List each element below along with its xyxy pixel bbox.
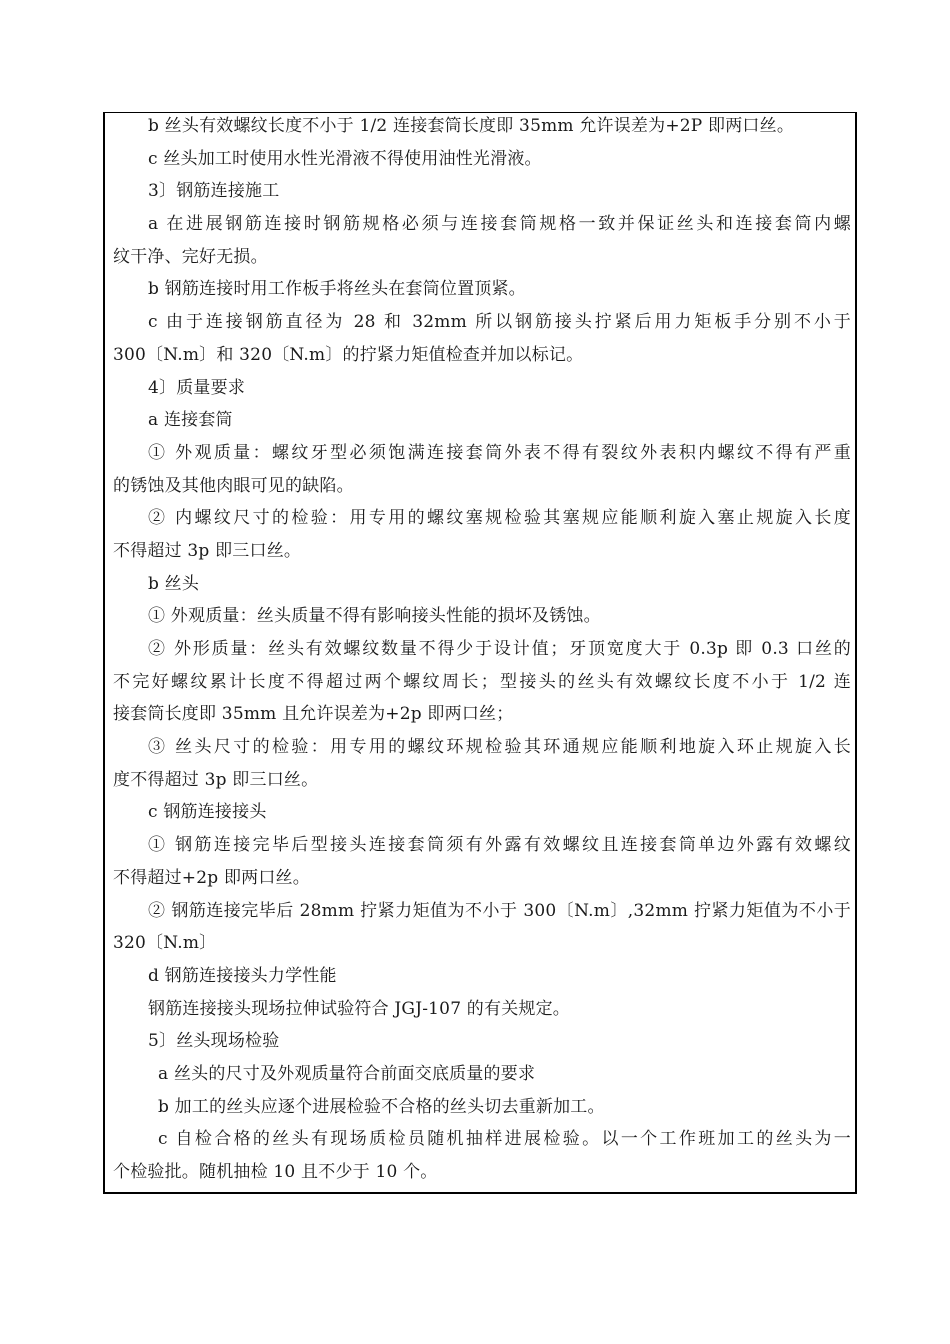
text-line: 不得超过+2p 即两口丝。 (113, 867, 310, 888)
text-line: ② 钢筋连接完毕后 28mm 拧紧力矩值为不小于 300〔N.m〕,32mm 拧紧力矩值为不小于 (148, 900, 851, 921)
paragraph (113, 404, 851, 437)
text-line: 300〔N.m〕和 320〔N.m〕的拧紧力矩值检查并加以标记。 (113, 344, 584, 365)
paragraph (113, 895, 851, 960)
paragraph (113, 372, 851, 405)
text-line: 钢筋连接接头现场拉伸试验符合 JGJ-107 的有关规定。 (148, 998, 571, 1019)
paragraph (113, 502, 851, 567)
text-line: 4〕质量要求 (148, 377, 246, 398)
paragraph (113, 633, 851, 731)
text-line: a 连接套筒 (148, 410, 233, 431)
text-line: ② 外形质量：丝头有效螺纹数量不得少于设计值；牙顶宽度大于 0.3p 即 0.3 口丝的 (148, 639, 851, 659)
text-line: d 钢筋连接接头力学性能 (148, 965, 337, 986)
text-line: ① 外观质量：螺纹牙型必须饱满连接套筒外表不得有裂纹外表积内螺纹不得有严重 (148, 442, 851, 463)
text-line: ② 内螺纹尺寸的检验：用专用的螺纹塞规检验其塞规应能顺利旋入塞止规旋入长度 (148, 508, 851, 529)
paragraph (113, 306, 851, 371)
text-line: ① 钢筋连接完毕后型接头连接套筒须有外露有效螺纹且连接套筒单边外露有效螺纹 (148, 835, 851, 856)
text-line: ① 外观质量：丝头质量不得有影响接头性能的损坏及锈蚀。 (148, 606, 601, 627)
paragraph (113, 568, 851, 601)
text-line: a 丝头的尺寸及外观质量符合前面交底质量的要求 (158, 1063, 536, 1084)
paragraph (113, 110, 851, 143)
paragraph (113, 993, 851, 1026)
paragraph (113, 1091, 851, 1124)
paragraph (113, 731, 851, 796)
paragraph (113, 796, 851, 829)
text-line: c 钢筋连接接头 (148, 802, 267, 823)
text-line: 的锈蚀及其他肉眼可见的缺陷。 (113, 475, 354, 496)
paragraph (113, 1123, 851, 1188)
paragraph (113, 143, 851, 176)
paragraph (113, 208, 851, 273)
text-line: ③ 丝头尺寸的检验：用专用的螺纹环规检验其环通规应能顺利地旋入环止规旋入长 (148, 737, 851, 758)
text-line: a 在进展钢筋连接时钢筋规格必须与连接套筒规格一致并保证丝头和连接套筒内螺 (148, 214, 851, 235)
text-line: 不完好螺纹累计长度不得超过两个螺纹周长；型接头的丝头有效螺纹长度不小于 1/2 连 (113, 671, 851, 692)
paragraph (113, 273, 851, 306)
text-line: 3〕钢筋连接施工 (148, 181, 280, 202)
paragraph (113, 175, 851, 208)
paragraph (113, 1025, 851, 1058)
paragraph (113, 1058, 851, 1091)
text-line: 度不得超过 3p 即三口丝。 (113, 769, 319, 790)
text-line: 纹干净、完好无损。 (113, 246, 268, 267)
text-line: b 丝头 (148, 573, 200, 594)
text-line: b 加工的丝头应逐个进展检验不合格的丝头切去重新加工。 (158, 1096, 605, 1117)
text-line: 320〔N.m〕 (113, 933, 217, 954)
text-line: c 丝头加工时使用水性光滑液不得使用油性光滑液。 (148, 148, 542, 169)
document-body (113, 110, 851, 1189)
text-line: b 丝头有效螺纹长度不小于 1/2 连接套筒长度即 35mm 允许误差为+2P 即两口丝。 (148, 116, 795, 136)
paragraph (113, 600, 851, 633)
text-line: b 钢筋连接时用工作板手将丝头在套筒位置顶紧。 (148, 279, 526, 300)
text-line: 5〕丝头现场检验 (148, 1031, 280, 1052)
paragraph (113, 960, 851, 993)
text-line: c 自检合格的丝头有现场质检员随机抽样进展检验。以一个工作班加工的丝头为一 (158, 1129, 851, 1150)
text-line: 接套筒长度即 35mm 且允许误差为+2p 即两口丝； (113, 704, 514, 725)
paragraph (113, 437, 851, 502)
text-line: 不得超过 3p 即三口丝。 (113, 540, 302, 561)
text-line: c 由于连接钢筋直径为 28 和 32mm 所以钢筋接头拧紧后用力矩板手分别不小于 (148, 312, 851, 333)
paragraph (113, 829, 851, 894)
text-line: 个检验批。随机抽检 10 且不少于 10 个。 (113, 1162, 438, 1182)
